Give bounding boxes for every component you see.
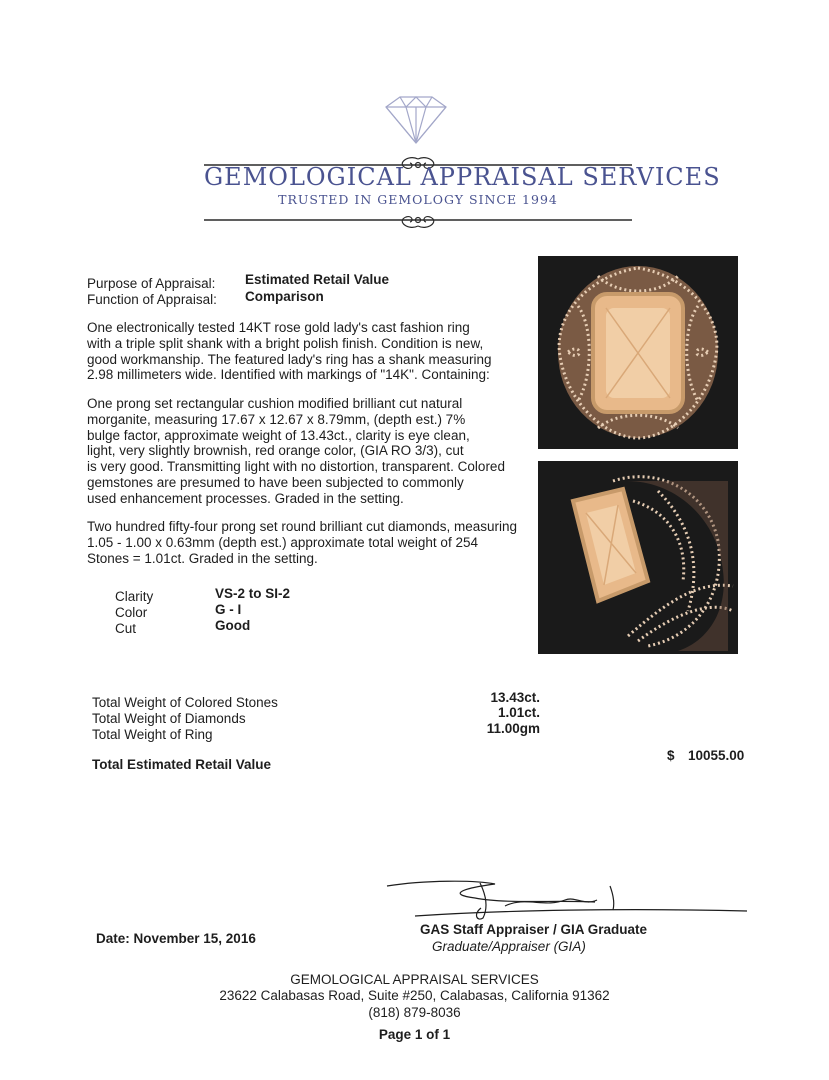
text-line: 1.05 - 1.00 x 0.63mm (depth est.) approximate total weight of 254 [87,534,478,550]
company-logo-name: GEMOLOGICAL APPRAISAL SERVICES [204,163,721,191]
center-stone-description [87,396,527,507]
function-value: Comparison [245,289,324,304]
text-line: light, very slightly brownish, red orange color, (GIA RO 3/3), cut [87,443,464,459]
text-line: One electronically tested 14KT rose gold lady's cast fashion ring [87,320,470,335]
function-label: Function of Appraisal: [87,292,217,307]
footer-company: GEMOLOGICAL APPRAISAL SERVICES [290,972,539,987]
purpose-label: Purpose of Appraisal: [87,276,216,291]
ring-photo-top [538,256,738,449]
appraisal-date: Date: November 15, 2016 [96,931,256,946]
company-tagline: TRUSTED IN GEMOLOGY SINCE 1994 [278,192,558,207]
total-retail-label: Total Estimated Retail Value [92,757,272,772]
diamond-description [87,519,527,566]
text-line: bulge factor, approximate weight of 13.43ct., clarity is eye clean, [87,427,470,443]
currency-symbol: $ [667,748,675,763]
clarity-label: Clarity [115,589,154,604]
text-line: Stones = 1.01ct. Graded in the setting. [87,550,318,566]
text-line: with a triple split shank with a bright polish finish. Condition is new, [87,335,484,351]
ring-photo-side [538,461,738,654]
diamond-logo-icon [376,95,456,145]
text-line: 2.98 millimeters wide. Identified with markings of "14K". Containing: [87,367,490,383]
total-retail-value: 10055.00 [688,748,745,763]
total-ring-value: 11.00gm [486,721,540,736]
ring-description [87,320,527,383]
footer-phone: (818) 879-8036 [368,1005,461,1020]
text-line: Two hundred fifty-four prong set round brilliant cut diamonds, measuring [87,519,517,534]
purpose-value: Estimated Retail Value [245,272,390,287]
total-diamonds-value: 1.01ct. [497,705,540,720]
clarity-value: VS-2 to SI-2 [215,586,291,601]
page-number: Page 1 of 1 [378,1027,451,1042]
cut-value: Good [215,618,251,633]
color-label: Color [115,605,148,620]
cut-label: Cut [115,621,137,636]
footer-address: 23622 Calabasas Road, Suite #250, Calabasas, California 91362 [219,988,610,1003]
total-ring-label: Total Weight of Ring [92,727,213,742]
text-line: is very good. Transmitting light with no distortion, transparent. Colored [87,459,505,475]
total-diamonds-label: Total Weight of Diamonds [92,711,246,726]
text-line: morganite, measuring 17.67 x 12.67 x 8.79mm, (depth est.) 7% [87,411,466,427]
total-colored-label: Total Weight of Colored Stones [92,695,278,710]
appraiser-subtitle: Graduate/Appraiser (GIA) [432,939,586,954]
total-colored-value: 13.43ct. [490,690,540,705]
text-line: used enhancement processes. Graded in the setting. [87,490,404,506]
color-value: G - I [215,602,242,617]
text-line: good workmanship. The featured lady's ring has a shank measuring [87,351,492,367]
text-line: One prong set rectangular cushion modified brilliant cut natural [87,396,463,411]
text-line: gemstones are presumed to have been subjected to commonly [87,474,464,490]
appraiser-title: GAS Staff Appraiser / GIA Graduate [420,922,648,937]
signature-mark [385,878,750,928]
ornament-divider-icon [204,206,632,232]
